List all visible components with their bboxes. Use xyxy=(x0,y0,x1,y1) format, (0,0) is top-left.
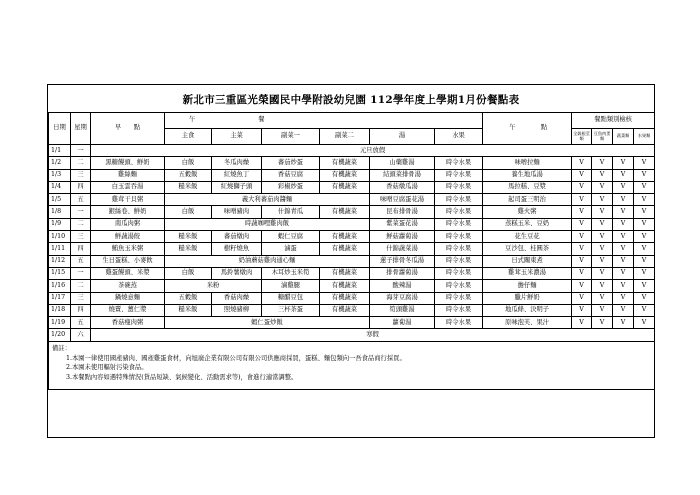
cell-check-veg: V xyxy=(613,169,634,181)
cell-side1: 彩椒炒蛋 xyxy=(262,181,320,193)
cell-side2: 有機蔬菜 xyxy=(320,231,370,243)
cell-check-fruit: V xyxy=(634,317,655,329)
cell-check-grain: V xyxy=(572,206,592,218)
cell-check-grain: V xyxy=(572,243,592,255)
cell-breakfast: 鮮蔬湯餃 xyxy=(91,231,165,243)
cell-weekday: 四 xyxy=(71,181,91,193)
cell-breakfast: 鍋燒意麵 xyxy=(91,292,165,304)
table-row xyxy=(49,292,655,304)
header-soup: 湯 xyxy=(370,129,435,145)
cell-side1: 滷雞腿 xyxy=(262,280,320,292)
cell-fruit: 時令水果 xyxy=(435,206,483,218)
cell-check-veg: V xyxy=(613,267,634,279)
cell-check-protein: V xyxy=(592,206,613,218)
header-main-food: 主食 xyxy=(165,129,212,145)
cell-fruit: 時令水果 xyxy=(435,267,483,279)
cell-check-veg: V xyxy=(613,157,634,169)
cell-fruit: 時令水果 xyxy=(435,157,483,169)
header-lunch: 午 餐 xyxy=(165,113,483,129)
cell-weekday: 二 xyxy=(71,157,91,169)
cell-main-dish: 香菇肉燥 xyxy=(212,292,262,304)
table-row xyxy=(49,169,655,181)
cell-check-fruit: V xyxy=(634,255,655,267)
table-row xyxy=(49,304,655,316)
cell-afternoon-snack: 養生地瓜湯 xyxy=(483,169,572,181)
cell-main-dish: 味噌豬肉 xyxy=(212,206,262,218)
cell-afternoon-snack: 臘片鮮奶 xyxy=(483,292,572,304)
cell-afternoon-snack: 馬拉糕、豆漿 xyxy=(483,181,572,193)
cell-afternoon-snack: 花生豆花 xyxy=(483,231,572,243)
cell-afternoon-snack: 蒸糕玉米、豆奶 xyxy=(483,218,572,230)
notes-cell xyxy=(49,341,655,389)
cell-check-grain: V xyxy=(572,292,592,304)
table-row xyxy=(49,231,655,243)
cell-main-food: 糙米飯 xyxy=(165,231,212,243)
cell-weekday: 三 xyxy=(71,169,91,181)
cell-check-fruit: V xyxy=(634,181,655,193)
header-date: 日期 xyxy=(49,113,71,145)
table-row xyxy=(49,218,655,230)
cell-check-grain: V xyxy=(572,255,592,267)
cell-side2: 有機蔬菜 xyxy=(320,169,370,181)
cell-check-veg: V xyxy=(613,243,634,255)
cell-check-fruit: V xyxy=(634,218,655,230)
cell-side1: 滷蛋 xyxy=(262,243,320,255)
cell-check-grain: V xyxy=(572,218,592,230)
cell-date: 1/3 xyxy=(49,169,71,181)
cell-side2: 有機蔬菜 xyxy=(320,280,370,292)
page-title: 新北市三重區光榮國民中學附設幼兒園 112學年度上學期1月份餐點表 xyxy=(182,94,520,106)
cell-check-veg: V xyxy=(613,231,634,243)
cell-check-veg: V xyxy=(613,304,634,316)
cell-check-fruit: V xyxy=(634,267,655,279)
header-main-dish: 主菜 xyxy=(212,129,262,145)
cell-check-protein: V xyxy=(592,157,613,169)
cell-fruit: 時令水果 xyxy=(435,169,483,181)
cell-main-food: 白飯 xyxy=(165,206,212,218)
cell-check-veg: V xyxy=(613,218,634,230)
cell-date: 1/2 xyxy=(49,157,71,169)
cell-soup: 筍頭雞湯 xyxy=(370,304,435,316)
cell-side2: 有機蔬菜 xyxy=(320,206,370,218)
cell-date: 1/12 xyxy=(49,255,71,267)
cell-check-grain: V xyxy=(572,317,592,329)
cell-soup: 結頭菜排骨湯 xyxy=(370,169,435,181)
note-line-2: 2.本園未使用輻射污染食品。 xyxy=(66,364,148,372)
cell-check-veg: V xyxy=(613,181,634,193)
cell-breakfast: 黑糖饅頭、鮮奶 xyxy=(91,157,165,169)
cell-check-fruit: V xyxy=(634,243,655,255)
cell-afternoon-snack: 擔仔麵 xyxy=(483,280,572,292)
cell-afternoon-snack: 雞茸玉米濃湯 xyxy=(483,267,572,279)
cell-main-dish: 冬瓜肉燥 xyxy=(212,157,262,169)
cell-check-veg: V xyxy=(613,206,634,218)
cell-main-food: 糙米飯 xyxy=(165,304,212,316)
cell-soup: 山藥雞湯 xyxy=(370,157,435,169)
menu-table xyxy=(48,112,655,390)
cell-check-grain: V xyxy=(572,181,592,193)
cell-date: 1/16 xyxy=(49,280,71,292)
cell-side1: 糖醋豆包 xyxy=(262,292,320,304)
cell-main-dish: 馬鈴薯燉肉 xyxy=(212,267,262,279)
cell-date: 1/20 xyxy=(49,329,71,341)
cell-fruit: 時令水果 xyxy=(435,231,483,243)
cell-check-grain: V xyxy=(572,280,592,292)
table-row xyxy=(49,194,655,206)
cell-weekday: 五 xyxy=(71,317,91,329)
cell-weekday: 五 xyxy=(71,194,91,206)
cell-check-protein: V xyxy=(592,280,613,292)
cell-main-food: 白飯 xyxy=(165,267,212,279)
cell-main-food: 糙米飯 xyxy=(165,181,212,193)
cell-check-veg: V xyxy=(613,292,634,304)
cell-side2: 有機蔬菜 xyxy=(320,304,370,316)
cell-soup: 昆布排骨湯 xyxy=(370,206,435,218)
cell-check-protein: V xyxy=(592,169,613,181)
cell-check-protein: V xyxy=(592,255,613,267)
cell-check-grain: V xyxy=(572,157,592,169)
cell-date: 1/11 xyxy=(49,243,71,255)
cell-check-veg: V xyxy=(613,317,634,329)
cell-date: 1/18 xyxy=(49,304,71,316)
cell-weekday: 四 xyxy=(71,304,91,316)
cell-weekday: 二 xyxy=(71,218,91,230)
cell-check-protein: V xyxy=(592,218,613,230)
header-cat-protein: 豆魚肉蛋類 xyxy=(592,129,613,145)
cell-fruit: 時令水果 xyxy=(435,194,483,206)
cell-check-fruit: V xyxy=(634,231,655,243)
cell-check-protein: V xyxy=(592,267,613,279)
table-row xyxy=(49,255,655,267)
cell-weekday: 三 xyxy=(71,292,91,304)
cell-lunch-combined: 義大利蕃茄肉醬麵 xyxy=(165,194,370,206)
cell-side1: 木耳炒玉米筍 xyxy=(262,267,320,279)
note-line-3: 3.本餐點內容如遇特殊情況(貨品短缺、氣候變化、活動需求等)，會進行適當調整。 xyxy=(66,374,298,381)
cell-fruit: 時令水果 xyxy=(435,317,483,329)
header-weekday: 星期 xyxy=(71,113,91,145)
cell-check-fruit: V xyxy=(634,157,655,169)
cell-side2: 有機蔬菜 xyxy=(320,243,370,255)
header-fruit: 水果 xyxy=(435,129,483,145)
cell-afternoon-snack: 起司蛋三明治 xyxy=(483,194,572,206)
cell-date: 1/19 xyxy=(49,317,71,329)
cell-soup: 排骨蘿蔔湯 xyxy=(370,267,435,279)
cell-check-grain: V xyxy=(572,194,592,206)
cell-fruit: 時令水果 xyxy=(435,292,483,304)
cell-soup: 海芽豆腐湯 xyxy=(370,292,435,304)
cell-main-combined: 米粉 xyxy=(165,280,262,292)
table-row xyxy=(49,206,655,218)
cell-main-dish: 照燒豬柳 xyxy=(212,304,262,316)
cell-breakfast: 茶碗蒸 xyxy=(91,280,165,292)
cell-breakfast: 生日蛋糕、小麥飲 xyxy=(91,255,165,267)
cell-weekday: 一 xyxy=(71,206,91,218)
cell-weekday: 一 xyxy=(71,145,91,157)
cell-breakfast: 雞絲麵 xyxy=(91,169,165,181)
cell-check-fruit: V xyxy=(634,304,655,316)
cell-fruit: 時令水果 xyxy=(435,280,483,292)
cell-breakfast: 香菇瘦肉粥 xyxy=(91,317,165,329)
cell-lunch-combined: 時蔬咖哩雞肉飯 xyxy=(165,218,370,230)
header-side1: 副菜一 xyxy=(262,129,320,145)
cell-check-protein: V xyxy=(592,304,613,316)
cell-check-protein: V xyxy=(592,292,613,304)
cell-soup: 蓮子排骨冬瓜湯 xyxy=(370,255,435,267)
cell-breakfast: 燒賣、薑仁漿 xyxy=(91,304,165,316)
cell-check-protein: V xyxy=(592,317,613,329)
cell-check-fruit: V xyxy=(634,169,655,181)
cell-soup: 什錦蔬菜湯 xyxy=(370,243,435,255)
table-row xyxy=(49,145,655,157)
header-cat-veg: 蔬菜類 xyxy=(613,129,634,145)
table-row xyxy=(49,317,655,329)
cell-holiday: 寒假 xyxy=(91,329,655,341)
cell-holiday: 元旦放假 xyxy=(91,145,655,157)
cell-afternoon-snack: 味噌拉麵 xyxy=(483,157,572,169)
cell-check-fruit: V xyxy=(634,206,655,218)
cell-main-food: 五穀飯 xyxy=(165,169,212,181)
cell-soup: 蘿蔔湯 xyxy=(370,317,435,329)
cell-afternoon-snack: 原味泡芙、果汁 xyxy=(483,317,572,329)
cell-side1: 蝦仁豆腐 xyxy=(262,231,320,243)
cell-check-veg: V xyxy=(613,194,634,206)
cell-soup: 酸辣湯 xyxy=(370,280,435,292)
cell-main-dish: 蕃茄燉肉 xyxy=(212,231,262,243)
table-row xyxy=(49,280,655,292)
cell-fruit: 時令水果 xyxy=(435,218,483,230)
cell-main-food: 糙米飯 xyxy=(165,243,212,255)
cell-lunch-combined: 奶油蘑菇雞肉通心麵 xyxy=(165,255,370,267)
cell-fruit: 時令水果 xyxy=(435,243,483,255)
header-checklist: 餐點類別檢核 xyxy=(572,113,655,129)
cell-weekday: 五 xyxy=(71,255,91,267)
header-afternoon: 午 點 xyxy=(483,113,572,145)
table-row xyxy=(49,157,655,169)
table-row xyxy=(49,243,655,255)
cell-main-dish: 樹籽燒魚 xyxy=(212,243,262,255)
cell-date: 1/15 xyxy=(49,267,71,279)
cell-soup: 鮮菇蘿蔔湯 xyxy=(370,231,435,243)
cell-weekday: 三 xyxy=(71,231,91,243)
cell-main-dish: 紅燒獅子頭 xyxy=(212,181,262,193)
header-side2: 副菜二 xyxy=(320,129,370,145)
cell-check-protein: V xyxy=(592,194,613,206)
cell-main-dish: 紅燒魚丁 xyxy=(212,169,262,181)
cell-afternoon-snack: 日式關東煮 xyxy=(483,255,572,267)
cell-check-fruit: V xyxy=(634,292,655,304)
cell-side1: 蕃茄炒蛋 xyxy=(262,157,320,169)
cell-check-grain: V xyxy=(572,169,592,181)
cell-weekday: 六 xyxy=(71,329,91,341)
cell-side2: 有機蔬菜 xyxy=(320,157,370,169)
cell-breakfast: 雞茸干貝粥 xyxy=(91,194,165,206)
cell-breakfast: 鮪魚玉米粥 xyxy=(91,243,165,255)
cell-side1: 香菇豆腐 xyxy=(262,169,320,181)
table-row xyxy=(49,329,655,341)
cell-check-grain: V xyxy=(572,267,592,279)
cell-check-fruit: V xyxy=(634,194,655,206)
cell-weekday: 一 xyxy=(71,267,91,279)
cell-date: 1/10 xyxy=(49,231,71,243)
cell-date: 1/8 xyxy=(49,206,71,218)
cell-date: 1/4 xyxy=(49,181,71,193)
cell-main-food: 五穀飯 xyxy=(165,292,212,304)
cell-date: 1/1 xyxy=(49,145,71,157)
cell-date: 1/5 xyxy=(49,194,71,206)
notes-label: 備註： xyxy=(52,344,71,352)
cell-afternoon-snack: 豆沙包、桂圓茶 xyxy=(483,243,572,255)
cell-afternoon-snack: 雞火粥 xyxy=(483,206,572,218)
cell-check-fruit: V xyxy=(634,280,655,292)
cell-weekday: 二 xyxy=(71,280,91,292)
cell-lunch-combined: 蝦仁蛋炒飯 xyxy=(165,317,370,329)
cell-check-grain: V xyxy=(572,231,592,243)
cell-breakfast: 白玉雲吞湯 xyxy=(91,181,165,193)
cell-side2: 有機蔬菜 xyxy=(320,267,370,279)
note-line-1: 1.本園一律使用國產豬肉、國產雞蛋食材，向旭廣企業有限公司有限公司供應商採買，蛋糕、麵包類向一吾食品商行採買。 xyxy=(66,354,406,362)
cell-breakfast: 南瓜肉粥 xyxy=(91,218,165,230)
menu-body xyxy=(49,145,655,342)
cell-date: 1/17 xyxy=(49,292,71,304)
cell-check-protein: V xyxy=(592,231,613,243)
cell-side2: 有機蔬菜 xyxy=(320,292,370,304)
cell-check-grain: V xyxy=(572,304,592,316)
cell-check-protein: V xyxy=(592,243,613,255)
cell-check-veg: V xyxy=(613,280,634,292)
header-cat-grain: 全穀根莖類 xyxy=(572,129,592,145)
cell-side2: 有機蔬菜 xyxy=(320,181,370,193)
cell-afternoon-snack: 地瓜條、決明子 xyxy=(483,304,572,316)
cell-soup: 香菇燉瓜湯 xyxy=(370,181,435,193)
cell-side1: 什錦青瓜 xyxy=(262,206,320,218)
table-row xyxy=(49,181,655,193)
cell-side1: 三杯茶蛋 xyxy=(262,304,320,316)
header-cat-fruit: 水果類 xyxy=(634,129,655,145)
cell-fruit: 時令水果 xyxy=(435,304,483,316)
cell-breakfast: 銀絲卷、鮮奶 xyxy=(91,206,165,218)
cell-breakfast: 雞蛋饅頭、米漿 xyxy=(91,267,165,279)
cell-weekday: 四 xyxy=(71,243,91,255)
cell-fruit: 時令水果 xyxy=(435,181,483,193)
cell-check-protein: V xyxy=(592,181,613,193)
table-row xyxy=(49,267,655,279)
cell-main-food: 白飯 xyxy=(165,157,212,169)
cell-check-veg: V xyxy=(613,255,634,267)
cell-soup: 紫菜蛋花湯 xyxy=(370,218,435,230)
header-breakfast: 早 點 xyxy=(91,113,165,145)
cell-fruit: 時令水果 xyxy=(435,255,483,267)
cell-date: 1/9 xyxy=(49,218,71,230)
cell-soup: 味噌豆腐蛋花湯 xyxy=(370,194,435,206)
